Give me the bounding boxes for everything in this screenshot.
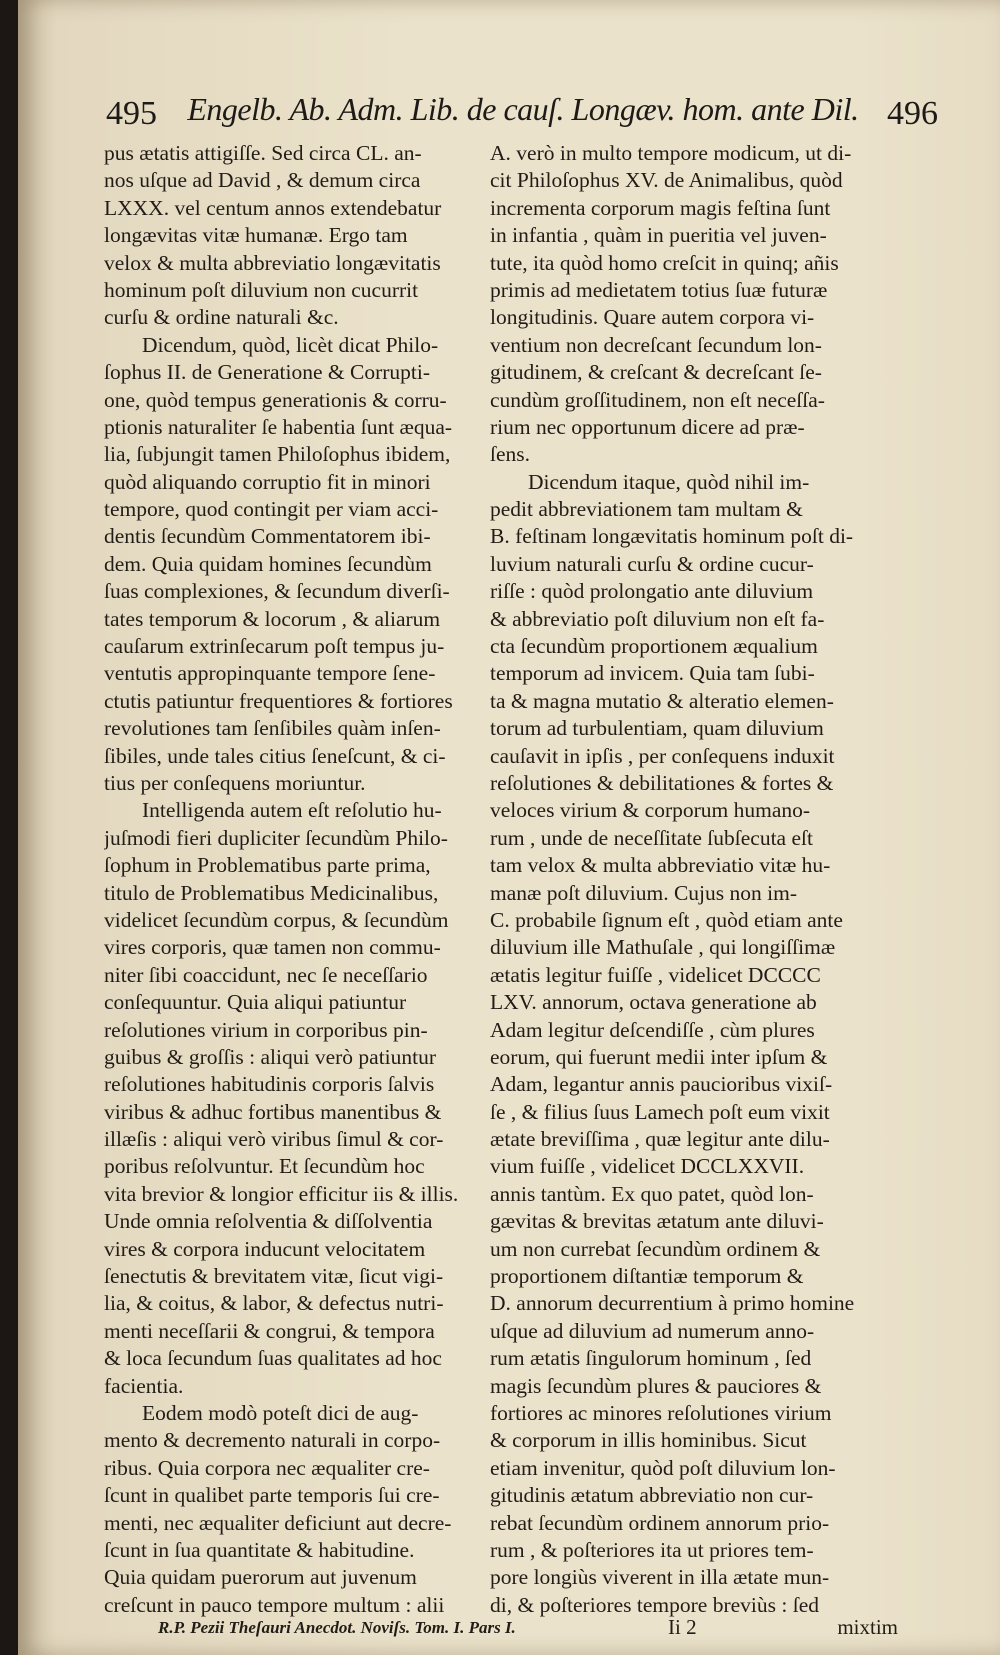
left-column-text-line: videlicet ſecundùm corpus, & ſecundùm [104,907,449,932]
right-column-text-line: riſſe : quòd prolongatio ante diluvium [490,579,814,604]
right-column-text-line: Adam legitur deſcendiſſe , cùm plures [490,1017,815,1042]
left-column-text-line: Eodem modò poteſt dici de aug- [142,1400,419,1425]
left-column-text-line: juſmodi fieri dupliciter ſecundùm Philo- [104,825,448,850]
left-column-text-line: niter ſibi coaccidunt, nec ſe neceſſario [104,962,428,987]
left-column-text-line: curſu & ordine naturali &c. [104,305,339,330]
running-title: Engelb. Ab. Adm. Lib. de cauſ. Longæv. hom. ante Dil. [187,91,859,127]
left-text-column [104,140,469,1619]
right-column-text-line: in infantia , quàm in pueritia vel juven- [490,223,827,248]
left-column-text-line: reſolutiones virium in corporibus pin- [104,1017,428,1042]
left-column-text-line: velox & multa abbreviatio longævitatis [104,250,441,275]
left-column-text-line: mento & decremento naturali in corpo- [104,1428,441,1453]
right-column-text-line: uſque ad diluvium ad numerum anno- [490,1318,815,1343]
page-footer [138,1615,918,1644]
right-column-text-line: veloces virium & corporum humano- [490,798,811,823]
right-column-text-line: reſolutiones & debilitationes & fortes & [490,770,834,795]
right-column-text-line: fortiores ac minores reſolutiones virium [490,1400,832,1425]
right-column-text-line: A. verò in multo tempore modicum, ut di- [490,141,852,165]
left-column-text-line: tates temporum & locorum , & aliarum [104,606,441,631]
left-column-text-line: quòd aliquando corruptio fit in minori [104,469,431,494]
left-column-text-line: lia, ſubjungit tamen Philoſophus ibidem, [104,442,451,467]
left-column-text-line: ſuas complexiones, & ſecundum diverſi- [104,579,450,604]
right-column-text-line: ſe , & filius ſuus Lamech poſt eum vixit [490,1099,830,1124]
right-column-text-line: B. feſtinam longævitatis hominum poſt di- [490,524,854,549]
right-column-text-line: annis tantùm. Ex quo patet, quòd lon- [490,1181,814,1206]
left-column-text-line: guibus & groſſis : aliqui verò patiuntur [104,1044,437,1069]
source-note: R.P. Pezii Theſauri Anecdot. Noviſs. Tom. I. Pars I. [158,1618,516,1637]
left-column-text-line: hominum poſt diluvium non cucurrit [104,277,419,302]
left-column-text-line: longævitas vitæ humanæ. Ergo tam [104,223,408,248]
right-column-text-line: D. annorum decurrentium à primo homine [490,1291,855,1316]
left-column-text-line: ſibiles, unde tales citius ſeneſcunt, & ci- [104,743,446,768]
right-column-text-line: longitudinis. Quare autem corpora vi- [490,305,815,330]
right-column-text-line: primis ad medietatem totius ſuæ futuræ [490,277,828,302]
left-column-text-line: Quia quidam puerorum aut juvenum [104,1565,417,1590]
right-column-text-line: tam velox & multa abbreviatio vitæ hu- [490,853,831,878]
right-page-number: 496 [887,95,938,132]
right-column-text-line: cta ſecundùm proportionem æqualium [490,634,818,659]
right-column-text-line: ſens. [490,442,531,467]
right-column-text-line: luvium naturali curſu & ordine cucur- [490,551,814,576]
right-column-text-line: Adam, legantur annis paucioribus vixiſ- [490,1072,833,1097]
right-column-text-line: pore longiùs viverent in illa ætate mun- [490,1565,830,1590]
right-column-text-line: Dicendum itaque, quòd nihil im- [528,469,810,494]
right-column-text-line: ætatis legitur fuiſſe , videlicet DCCCC [490,962,821,987]
left-page-number: 495 [106,95,157,132]
right-column-text-line: ta & magna mutatio & alteratio elemen- [490,688,834,713]
right-column-text-line: rum ætatis ſingulorum hominum , ſed [490,1346,812,1371]
right-column-text-line: cundùm groſſitudinem, non eſt neceſſa- [490,387,825,412]
right-column-text-line: & abbreviatio poſt diluvium non eſt fa- [490,606,825,631]
right-column-text-line: incrementa corporum magis feſtina ſunt [490,195,831,220]
catchword: mixtim [837,1615,898,1639]
left-column-text-line: ſcunt in ſua quantitate & habitudine. [104,1537,415,1562]
right-column-text-line: manæ poſt diluvium. Cujus non im- [490,880,797,905]
left-column-text-line: vires corporis, quæ tamen non commu- [104,935,441,960]
left-column-text-line: ptionis naturaliter ſe habentia ſunt æqua- [104,414,453,439]
left-column-text-line: illæſis : aliqui verò viribus ſimul & cor- [104,1127,444,1152]
left-column-text-line: revolutiones tam ſenſibiles quàm inſen- [104,716,441,741]
left-column-text-line: reſolutiones habitudinis corporis ſalvis [104,1072,435,1097]
right-text-column [490,140,932,1619]
right-column-text-line: um non currebat ſecundùm ordinem & [490,1236,821,1261]
left-column-text-line: menti neceſſarii & congrui, & tempora [104,1318,435,1343]
left-column-text-line: lia, & coitus, & labor, & defectus nutri- [104,1291,444,1316]
left-column-text-line: LXXX. vel centum annos extendebatur [104,195,442,220]
left-column-text-line: poribus reſolvuntur. Et ſecundùm hoc [104,1154,425,1179]
left-column-text-line: vita brevior & longior efficitur iis & illis. [104,1181,459,1206]
right-column-text-line: etiam invenitur, quòd poſt diluvium lon- [490,1455,836,1480]
right-column-text-line: LXV. annorum, octava generatione ab [490,990,817,1015]
left-column-text-line: ſenectutis & brevitatem vitæ, ſicut vigi- [104,1264,444,1289]
right-column-text-line: gævitas & brevitas ætatum ante diluvi- [490,1209,824,1234]
right-column-text-line: ætate breviſſima , quæ legitur ante dilu- [490,1127,830,1152]
left-column-text-line: titulo de Problematibus Medicinalibus, [104,880,439,905]
left-column-text-line: Intelligenda autem eſt reſolutio hu- [142,798,442,823]
left-column-text-line: Unde omnia reſolventia & diſſolventia [104,1209,433,1234]
right-column-text-line: cauſavit in ipſis , per conſequens induxit [490,743,835,768]
left-column-text-line: Dicendum, quòd, licèt dicat Philo- [142,332,439,357]
left-column-text-line: ſcunt in qualibet parte temporis ſui cre- [104,1483,440,1508]
left-column-text-line: dem. Quia quidam homines ſecundùm [104,551,432,576]
left-column-text-line: ventutis appropinquante tempore ſene- [104,661,436,686]
right-column-text-line: gitudinis ætatum abbreviatio non cur- [490,1483,814,1508]
left-column-text-line: facientia. [104,1373,184,1398]
right-column-text-line: pedit abbreviationem tam multam & [490,497,803,522]
left-column-text-line: ſophum in Problematibus parte prima, [104,853,431,878]
left-column-text-line: viribus & adhuc fortibus manentibus & [104,1099,442,1124]
right-column-text-line: cit Philoſophus XV. de Animalibus, quòd [490,168,843,193]
left-column-text-line: dentis ſecundùm Commentatorem ibi- [104,524,431,549]
left-column-text-line: vires & corpora inducunt velocitatem [104,1236,426,1261]
right-column-text-line: rum , unde de neceſſitate ſubſecuta eſt [490,825,813,850]
right-column-text-line: proportionem diſtantiæ temporum & [490,1264,804,1289]
right-column-text-line: rebat ſecundùm ordinem annorum prio- [490,1510,830,1535]
left-column-text-line: tius per conſequens moriuntur. [104,770,366,795]
right-column-text-line: ventium non decreſcant ſecundum lon- [490,332,822,357]
right-column-text-line: C. probabile ſignum eſt , quòd etiam ante [490,907,843,932]
right-column-text-line: torum ad turbulentiam, quam diluvium [490,716,824,741]
left-column-text-line: ribus. Quia corpora nec æqualiter cre- [104,1455,430,1480]
left-column-text-line: one, quòd tempus generationis & corru- [104,387,447,412]
right-column-text-line: di, & poſteriores tempore breviùs : ſed [490,1592,819,1617]
left-column-text-line: conſequuntur. Quia aliqui patiuntur [104,990,407,1015]
left-column-text-line: cauſarum extrinſecarum poſt tempus ju- [104,634,445,659]
book-binding-edge [0,0,18,1655]
book-page [18,0,1000,1655]
left-column-text-line: menti, nec æqualiter deficiunt aut decre- [104,1510,452,1535]
right-column-text-line: gitudinem, & creſcant & decreſcant ſe- [490,360,822,385]
signature-mark: Ii 2 [668,1615,697,1639]
right-column-text-line: tute, ita quòd homo creſcit in quinq; añis [490,250,839,275]
right-column-text-line: & corporum in illis hominibus. Sicut [490,1428,807,1453]
right-column-text-line: temporum ad invicem. Quia tam ſubi- [490,661,815,686]
left-column-text-line: tempore, quod contingit per viam acci- [104,497,439,522]
left-column-text-line: nos uſque ad David , & demum circa [104,168,421,193]
left-column-text-line: & loca ſecundum ſuas qualitates ad hoc [104,1346,442,1371]
left-column-text-line: creſcunt in pauco tempore multum : alii [104,1592,445,1617]
right-column-text-line: vium fuiſſe , videlicet DCCLXXVII. [490,1154,805,1179]
left-column-text-line: pus ætatis attigiſſe. Sed circa CL. an- [104,141,422,165]
right-column-text-line: magis ſecundùm plures & pauciores & [490,1373,822,1398]
right-column-text-line: eorum, qui fuerunt medii inter ipſum & [490,1044,828,1069]
right-column-text-line: diluvium ille Mathuſale , qui longiſſimæ [490,935,836,960]
right-column-text-line: rum , & poſteriores ita ut priores tem- [490,1537,814,1562]
right-column-text-line: rium nec opportunum dicere ad præ- [490,414,805,439]
left-column-text-line: ctutis patiuntur frequentiores & fortiores [104,688,453,713]
left-column-text-line: ſophus II. de Generatione & Corrupti- [104,360,430,385]
